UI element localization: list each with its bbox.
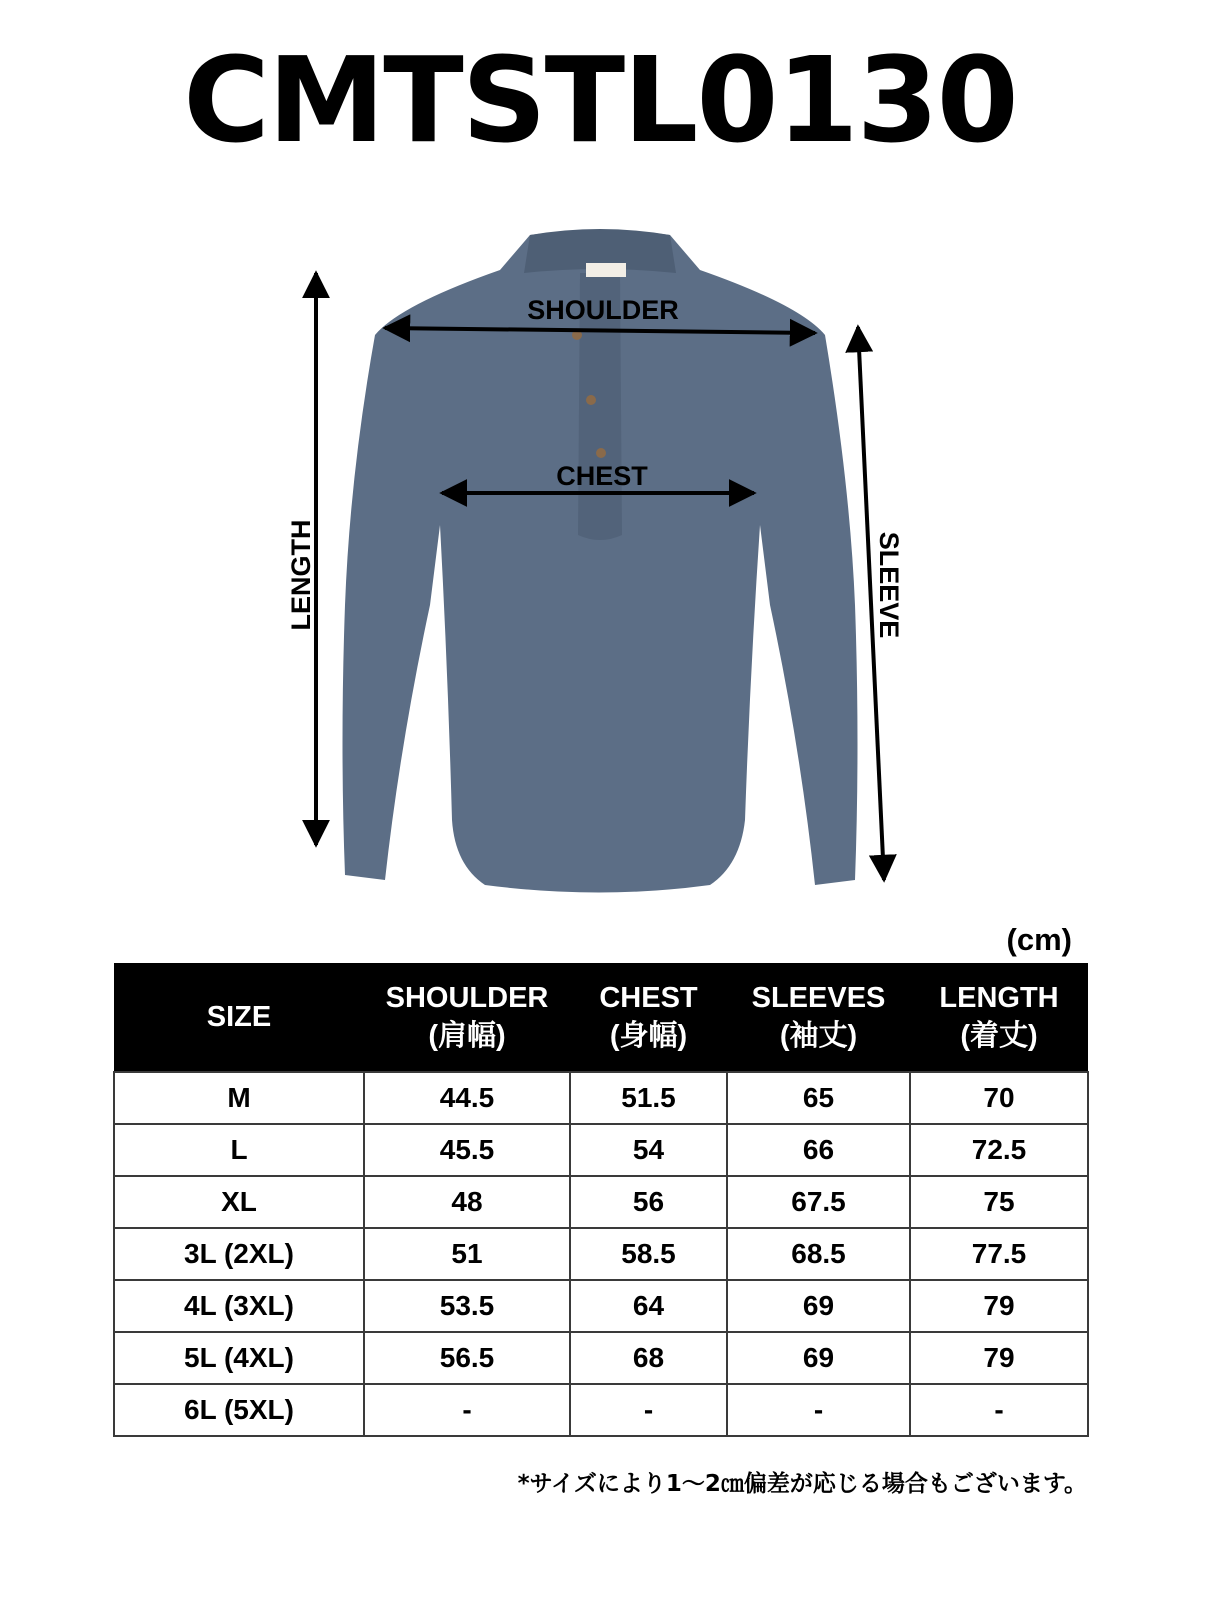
sleeves-cell: 68.5 bbox=[727, 1228, 910, 1280]
header-sleeves: SLEEVES (袖丈) bbox=[727, 963, 910, 1072]
button-icon bbox=[596, 448, 606, 458]
shoulder-cell: 56.5 bbox=[364, 1332, 570, 1384]
size-cell: 5L (4XL) bbox=[114, 1332, 364, 1384]
table-row bbox=[114, 1228, 1088, 1280]
sleeves-cell: 67.5 bbox=[727, 1176, 910, 1228]
shoulder-cell: 44.5 bbox=[364, 1072, 570, 1124]
chest-cell: 64 bbox=[570, 1280, 727, 1332]
unit-label: (cm) bbox=[1006, 922, 1072, 957]
chest-cell: 58.5 bbox=[570, 1228, 727, 1280]
length-cell: - bbox=[910, 1384, 1088, 1436]
size-deviation-note: *サイズにより1〜2㎝偏差が応じる場合もございます。 bbox=[517, 1471, 1087, 1497]
table-row bbox=[114, 1072, 1088, 1124]
table-header-row bbox=[114, 963, 1088, 1072]
shoulder-cell: - bbox=[364, 1384, 570, 1436]
size-cell: XL bbox=[114, 1176, 364, 1228]
length-cell: 79 bbox=[910, 1332, 1088, 1384]
table-row bbox=[114, 1332, 1088, 1384]
length-cell: 77.5 bbox=[910, 1228, 1088, 1280]
sleeves-cell: 69 bbox=[727, 1332, 910, 1384]
chest-cell: 56 bbox=[570, 1176, 727, 1228]
size-chart-table bbox=[113, 963, 1089, 1437]
chest-cell: 51.5 bbox=[570, 1072, 727, 1124]
size-cell: 4L (3XL) bbox=[114, 1280, 364, 1332]
table-row bbox=[114, 1124, 1088, 1176]
size-cell: 6L (5XL) bbox=[114, 1384, 364, 1436]
shoulder-cell: 51 bbox=[364, 1228, 570, 1280]
length-cell: 70 bbox=[910, 1072, 1088, 1124]
shoulder-cell: 53.5 bbox=[364, 1280, 570, 1332]
table-row bbox=[114, 1280, 1088, 1332]
chest-cell: 68 bbox=[570, 1332, 727, 1384]
length-cell: 79 bbox=[910, 1280, 1088, 1332]
chest-cell: 54 bbox=[570, 1124, 727, 1176]
shirt-measurement-diagram bbox=[280, 225, 920, 905]
length-label: LENGTH bbox=[286, 519, 316, 631]
length-cell: 72.5 bbox=[910, 1124, 1088, 1176]
header-chest: CHEST (身幅) bbox=[570, 963, 727, 1072]
size-cell: 3L (2XL) bbox=[114, 1228, 364, 1280]
table-row bbox=[114, 1384, 1088, 1436]
table-row bbox=[114, 1176, 1088, 1228]
size-cell: L bbox=[114, 1124, 364, 1176]
shoulder-cell: 48 bbox=[364, 1176, 570, 1228]
header-shoulder: SHOULDER (肩幅) bbox=[364, 963, 570, 1072]
sleeves-cell: 69 bbox=[727, 1280, 910, 1332]
header-size: SIZE bbox=[114, 963, 364, 1072]
sleeve-label: SLEEVE bbox=[874, 531, 904, 639]
shoulder-label: SHOULDER bbox=[527, 295, 679, 325]
shoulder-cell: 45.5 bbox=[364, 1124, 570, 1176]
product-code-title: CMTSTL0130 bbox=[183, 31, 1017, 169]
button-icon bbox=[586, 395, 596, 405]
chest-cell: - bbox=[570, 1384, 727, 1436]
header-length: LENGTH (着丈) bbox=[910, 963, 1088, 1072]
size-cell: M bbox=[114, 1072, 364, 1124]
chest-label: CHEST bbox=[556, 461, 648, 491]
shirt-illustration bbox=[280, 225, 920, 905]
sleeves-cell: 66 bbox=[727, 1124, 910, 1176]
sleeves-cell: 65 bbox=[727, 1072, 910, 1124]
sleeves-cell: - bbox=[727, 1384, 910, 1436]
length-cell: 75 bbox=[910, 1176, 1088, 1228]
